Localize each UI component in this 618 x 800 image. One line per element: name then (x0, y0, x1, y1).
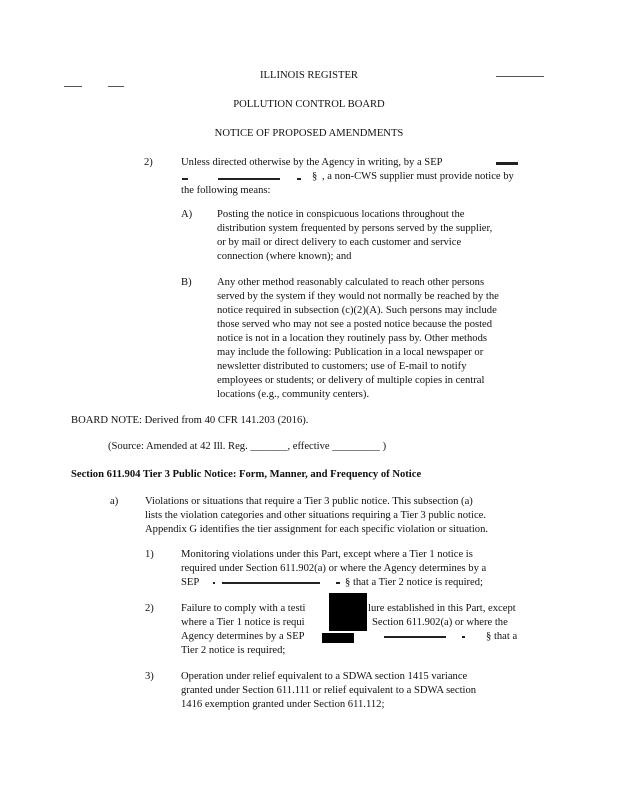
sub-b-marker: B) (181, 277, 192, 288)
para-a-line: lists the violation categories and other situations requiring a Tier 3 public notice. (145, 510, 486, 521)
sub-a-line: or by mail or direct delivery to each customer and service (217, 237, 462, 248)
a2-line-1-end: lure established in this Part, except (368, 603, 516, 614)
sub-b-line: served by the system if they would not normally be reached by the (217, 291, 499, 302)
sub-b-line: may include the following: Publication in a local newspaper or (217, 347, 484, 358)
redaction-block (322, 633, 354, 643)
item-2-line-3: the following means: (181, 185, 271, 196)
redaction-mark (182, 178, 188, 180)
item-2-line-2: , a non-CWS supplier must provide notice by (322, 171, 514, 182)
scan-mark-left (64, 86, 82, 87)
sub-b-line: those served who may not see a posted notice because the posted (217, 319, 493, 330)
section-mark: § (312, 171, 318, 182)
a1-marker: 1) (145, 549, 154, 560)
redaction-mark (218, 178, 280, 180)
sub-b-line: newsletter distributed to customers; use of E-mail to notify (217, 361, 467, 372)
a2-line-2-end: Section 611.902(a) or where the (372, 617, 508, 628)
sub-a-line: Posting the notice in conspicuous locations throughout the (217, 209, 465, 220)
a1-line-2: required under Section 611.902(a) or where the Agency determines by a (181, 563, 487, 574)
item-2-line-1: Unless directed otherwise by the Agency in writing, by a SEP (181, 157, 443, 168)
a2-line-2-start: where a Tier 1 notice is requi (181, 617, 305, 628)
redaction-block (329, 593, 367, 631)
a2-line-1-start: Failure to comply with a testi (181, 603, 306, 614)
sub-b-line: locations (e.g., community centers). (217, 389, 370, 400)
para-a-line: Violations or situations that require a Tier 3 public notice. This subsection (a) (145, 496, 473, 507)
notice-title: NOTICE OF PROPOSED AMENDMENTS (214, 128, 404, 139)
a3-marker: 3) (145, 671, 154, 682)
redaction-mark (462, 636, 465, 638)
a3-line: 1416 exemption granted under Section 611.112; (181, 699, 385, 710)
a2-line-3-end: § that a (486, 631, 518, 642)
redaction-mark (297, 178, 301, 180)
a1-line-3-end: § that a Tier 2 notice is required; (345, 577, 483, 588)
redaction-mark (384, 636, 446, 638)
sub-b-line: employees or students; or delivery of multiple copies in central (217, 375, 485, 386)
a2-marker: 2) (145, 603, 154, 614)
redaction-mark (222, 582, 320, 584)
sub-a-marker: A) (181, 209, 193, 220)
section-heading: Section 611.904 Tier 3 Public Notice: Form, Manner, and Frequency of Notice (71, 469, 422, 480)
a3-line: Operation under relief equivalent to a SDWA section 1415 variance (181, 671, 468, 682)
redaction-mark (213, 582, 215, 584)
para-a-marker: a) (110, 496, 119, 507)
a1-line-1: Monitoring violations under this Part, except where a Tier 1 notice is (181, 549, 473, 560)
register-title: ILLINOIS REGISTER (260, 70, 358, 81)
a2-line-4: Tier 2 notice is required; (181, 645, 286, 656)
board-title: POLLUTION CONTROL BOARD (233, 99, 385, 110)
scan-mark-left-2 (108, 86, 124, 87)
a2-line-3-start: Agency determines by a SEP (181, 631, 305, 642)
source-note: (Source: Amended at 42 Ill. Reg. _______, effective _________ ) (108, 441, 387, 452)
redaction-mark (336, 582, 340, 584)
sub-b-line: notice required in subsection (c)(2)(A). Such persons may include (217, 305, 497, 316)
board-note: BOARD NOTE: Derived from 40 CFR 141.203 (2016). (71, 415, 309, 426)
sub-b-line: notice is not in a location they routinely pass by. Other methods (217, 333, 487, 344)
sub-a-line: distribution system frequented by persons served by the supplier, (217, 223, 493, 234)
a1-line-3-start: SEP (181, 577, 200, 588)
sub-a-line: connection (where known); and (217, 251, 352, 262)
a3-line: granted under Section 611.111 or relief equivalent to a SDWA section (181, 685, 477, 696)
para-a-line: Appendix G identifies the tier assignment for each specific violation or situation. (145, 524, 489, 535)
item-2-marker: 2) (144, 157, 153, 168)
sub-b-line: Any other method reasonably calculated to reach other persons (217, 277, 485, 288)
redaction-mark (496, 162, 518, 165)
